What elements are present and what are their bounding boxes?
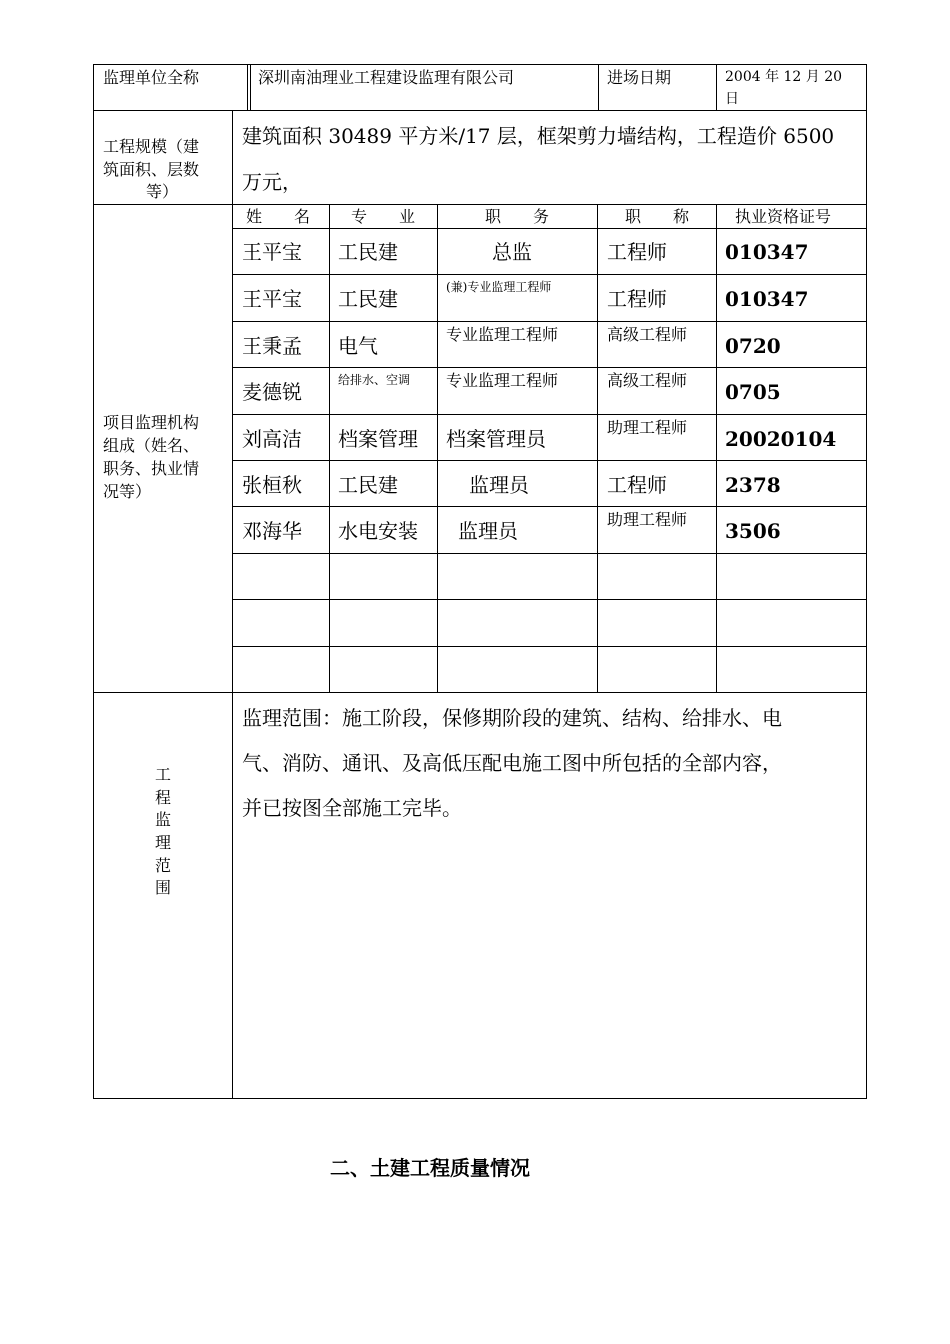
member-name: 刘高洁 xyxy=(242,427,302,451)
entry-date-value-cont: 日 xyxy=(725,91,739,107)
member-cert: 3506 xyxy=(725,519,781,543)
entry-date-value: 2004 年 12 月 20 xyxy=(725,69,843,85)
org-label-line4: 况等） xyxy=(103,482,152,501)
header-title: 职 称 xyxy=(625,207,690,226)
member-title: 高级工程师 xyxy=(607,371,688,390)
org-label-line1: 项目监理机构 xyxy=(103,413,200,432)
member-title: 助理工程师 xyxy=(607,418,688,437)
member-major: 电气 xyxy=(338,334,378,358)
member-major: 给排水、空调 xyxy=(338,373,411,387)
member-duty: 总监 xyxy=(492,240,532,264)
unit-name: 深圳南油理业工程建设监理有限公司 xyxy=(258,68,515,87)
org-label-line3: 职务、执业情 xyxy=(103,459,200,478)
range-label-char: 围 xyxy=(155,878,172,897)
member-title: 工程师 xyxy=(607,287,667,311)
member-title: 高级工程师 xyxy=(607,325,688,344)
member-major: 工民建 xyxy=(338,240,398,264)
header-name: 姓 名 xyxy=(246,207,311,226)
org-label-line2: 组成（姓名、 xyxy=(103,436,200,455)
member-name: 张桓秋 xyxy=(242,473,302,497)
member-duty: 档案管理员 xyxy=(446,427,546,451)
member-major: 水电安装 xyxy=(338,519,418,543)
scale-label-line1: 工程规模（建 xyxy=(103,137,200,156)
header-cert: 执业资格证号 xyxy=(735,207,832,226)
scale-label-line3: 等） xyxy=(146,182,179,201)
member-title: 工程师 xyxy=(607,240,667,264)
member-major: 档案管理 xyxy=(338,427,418,451)
member-major: 工民建 xyxy=(338,473,398,497)
member-name: 邓海华 xyxy=(242,519,302,543)
member-cert: 010347 xyxy=(725,287,809,311)
member-title: 工程师 xyxy=(607,473,667,497)
scale-label-line2: 筑面积、层数 xyxy=(103,160,200,179)
member-cert: 010347 xyxy=(725,240,809,264)
member-duty: 监理员 xyxy=(458,519,518,543)
member-title: 助理工程师 xyxy=(607,510,688,529)
member-cert: 0705 xyxy=(725,380,781,404)
member-name: 王秉孟 xyxy=(242,334,302,358)
member-major: 工民建 xyxy=(338,287,398,311)
member-duty: 监理员 xyxy=(469,473,529,497)
range-label-char: 理 xyxy=(155,833,172,852)
entry-date-label: 进场日期 xyxy=(607,68,672,87)
scale-text-line2: 万元， xyxy=(242,170,302,194)
range-label-char: 范 xyxy=(155,856,172,875)
range-text-line2: 气、消防、通讯、及高低压配电施工图中所包括的全部内容， xyxy=(242,751,782,775)
member-duty: 专业监理工程师 xyxy=(446,371,559,390)
scale-text-line1: 建筑面积 30489 平方米/17 层，框架剪力墙结构，工程造价 6500 xyxy=(242,124,835,148)
member-cert: 0720 xyxy=(725,334,781,358)
range-text-line1: 监理范围：施工阶段，保修期阶段的建筑、结构、给排水、电 xyxy=(242,706,782,730)
member-duty: (兼)专业监理工程师 xyxy=(446,280,552,294)
unit-label: 监理单位全称 xyxy=(103,68,200,87)
member-cert: 20020104 xyxy=(725,427,837,451)
range-label-char: 程 xyxy=(155,788,172,807)
header-major: 专 业 xyxy=(351,207,416,226)
range-text-line3: 并已按图全部施工完毕。 xyxy=(242,796,462,820)
member-duty: 专业监理工程师 xyxy=(446,325,559,344)
member-name: 王平宝 xyxy=(242,240,302,264)
header-duty: 职 务 xyxy=(485,207,550,226)
member-name: 王平宝 xyxy=(242,287,302,311)
section-heading: 二、土建工程质量情况 xyxy=(330,1156,530,1180)
range-label-char: 工 xyxy=(155,765,172,784)
member-name: 麦德锐 xyxy=(242,380,302,404)
member-cert: 2378 xyxy=(725,473,781,497)
range-label-char: 监 xyxy=(155,810,172,829)
